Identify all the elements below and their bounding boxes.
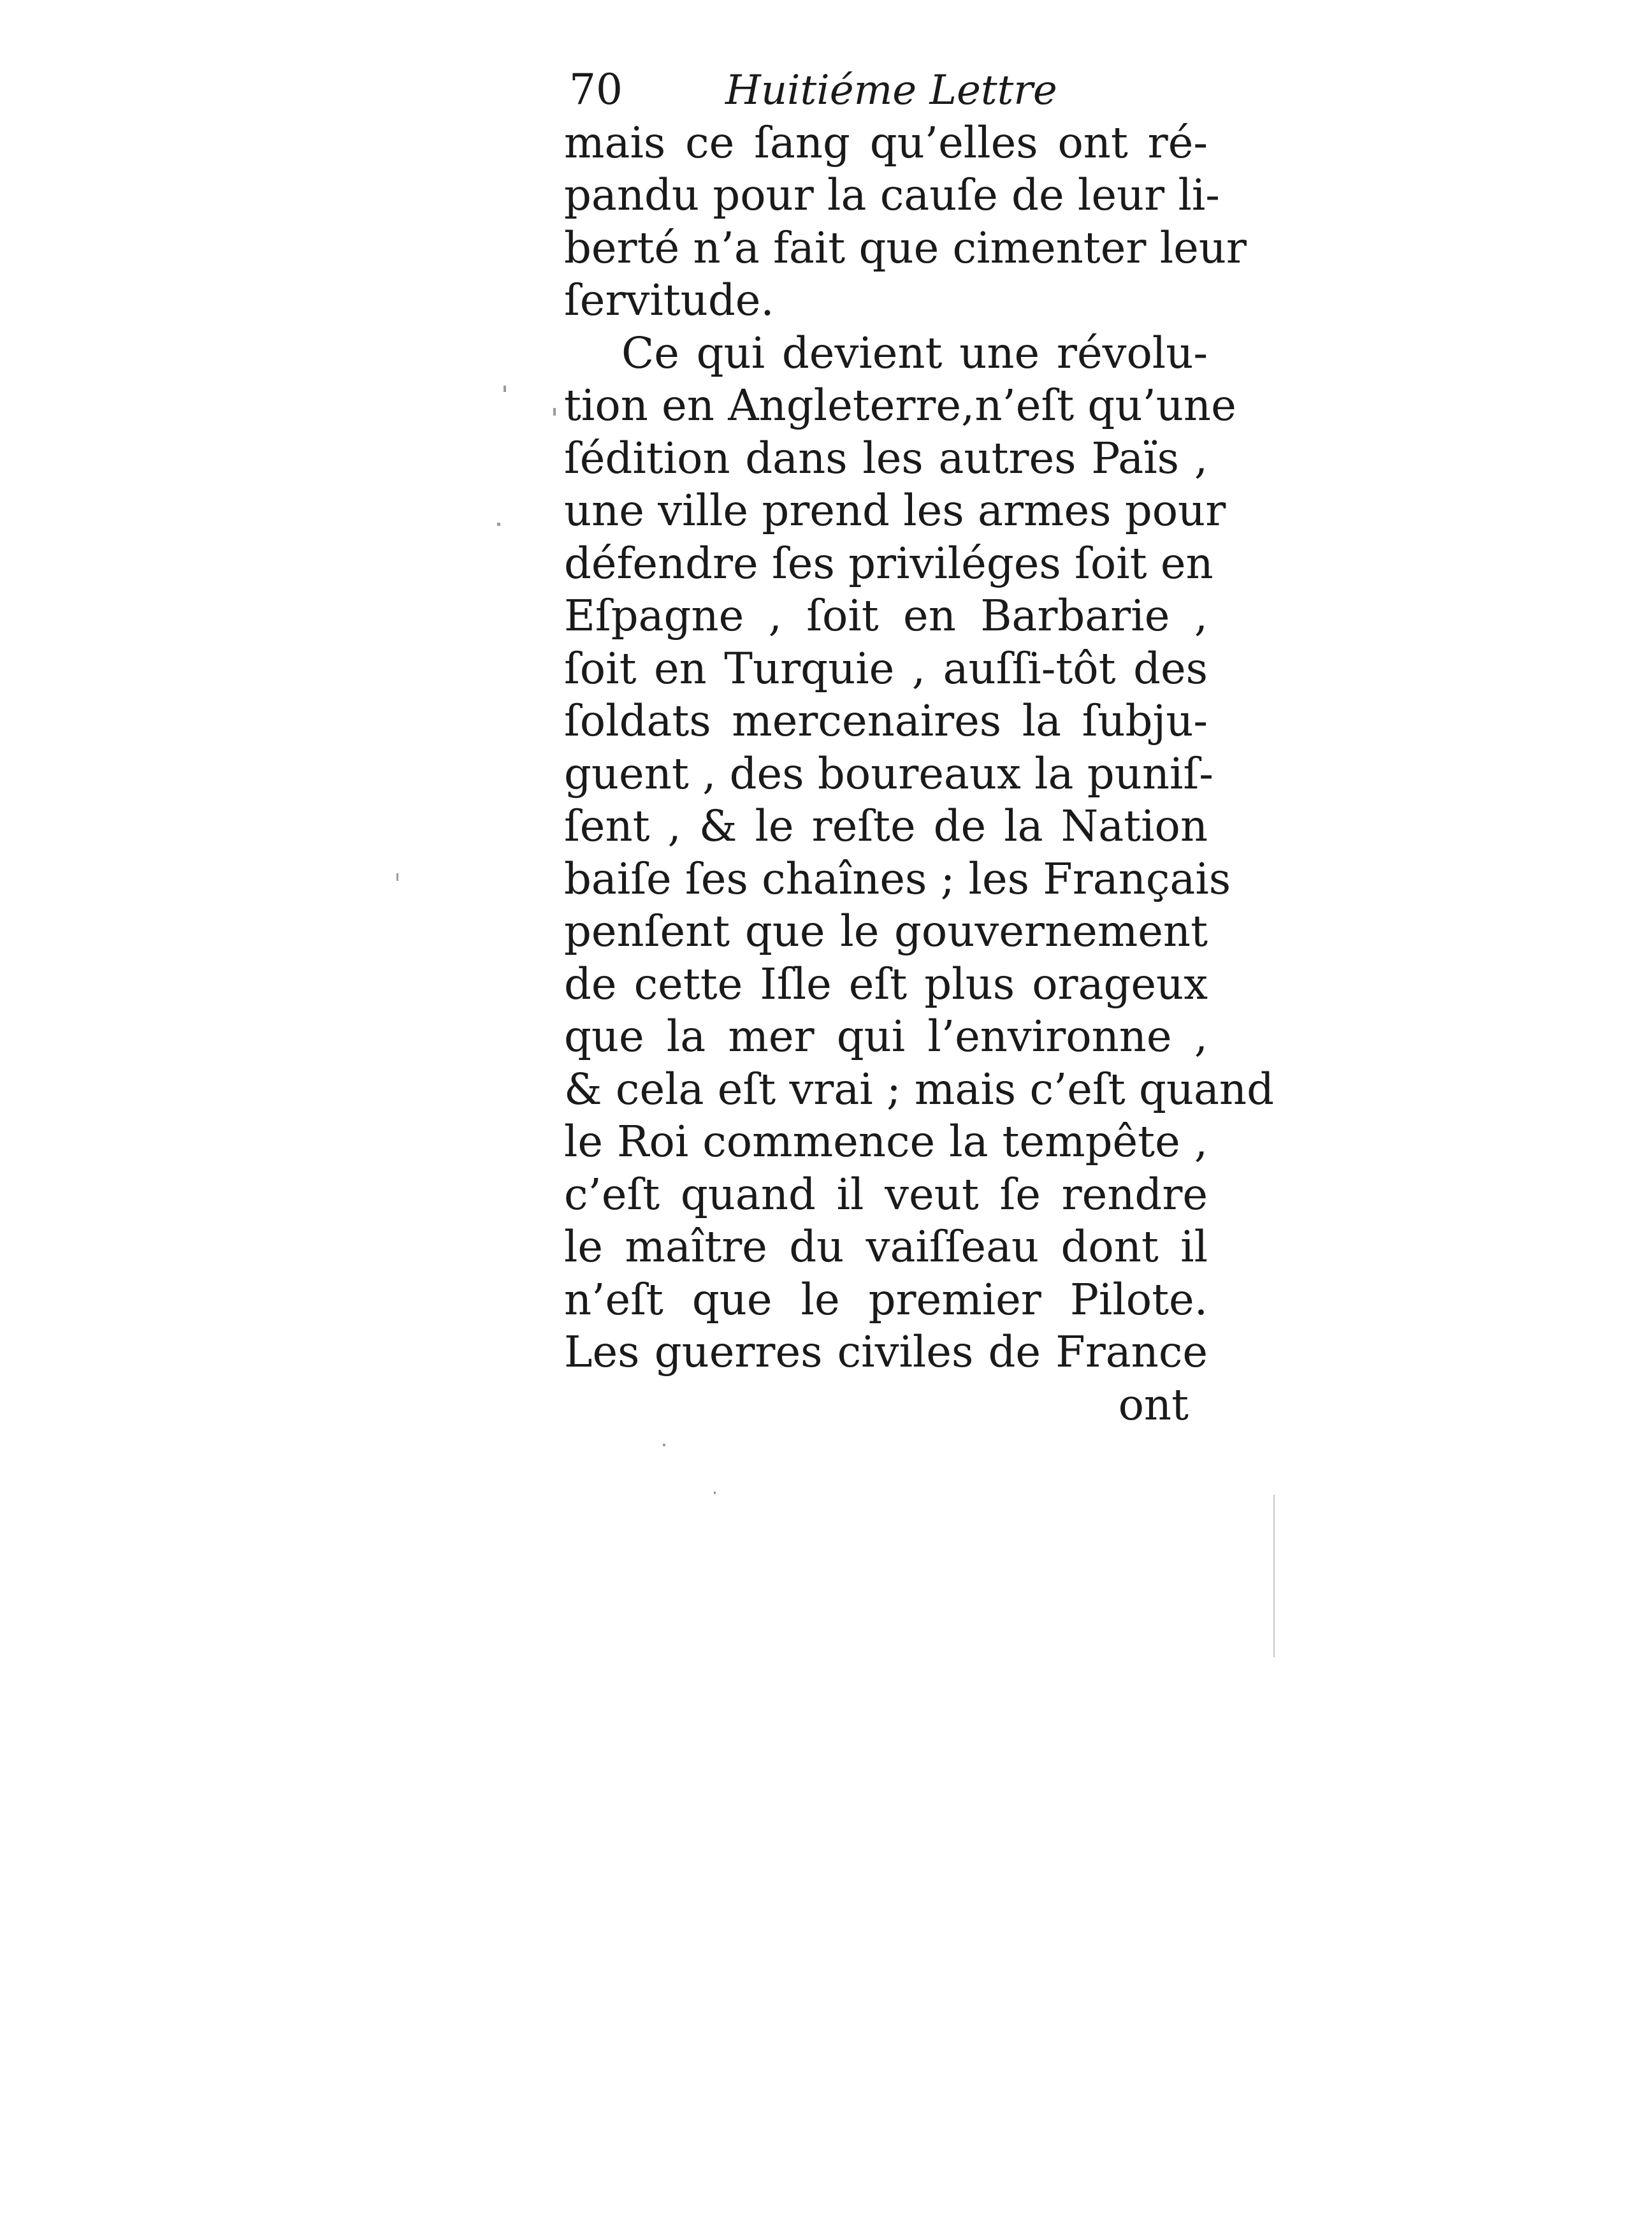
text-line: Ce qui devient une révolu- xyxy=(621,328,1208,378)
text-line: & cela eſt vrai ; mais c’eſt quand xyxy=(564,1064,1274,1114)
text-line: Les guerres civiles de France xyxy=(564,1327,1208,1377)
text-line: berté n’a fait que cimenter leur xyxy=(564,222,1247,273)
text-line: que la mer qui l’environne , xyxy=(564,1012,1208,1061)
text-line: Eſpagne , ſoit en Barbarie , xyxy=(564,591,1208,641)
running-title: Huitiéme Lettre xyxy=(725,67,1057,114)
text-line: guent , des boureaux la puniſ- xyxy=(564,748,1214,799)
text-line: ſoit en Turquie , auſſi-tôt des xyxy=(564,643,1208,693)
text-block xyxy=(564,64,1274,1431)
text-line: ſédition dans les autres Païs , xyxy=(564,433,1208,483)
text-line: le Roi commence la tempête , xyxy=(564,1117,1208,1166)
text-line: penſent que le gouvernement xyxy=(564,906,1208,956)
text-line: mais ce ſang qu’elles ont ré- xyxy=(564,117,1208,168)
text-line: tion en Angleterre,n’eſt qu’une xyxy=(564,381,1236,430)
text-line: n’eſt que le premier Pilote. xyxy=(564,1274,1208,1325)
text-line: ſent , & le reſte de la Nation xyxy=(564,801,1208,851)
page-number: 70 xyxy=(569,65,623,114)
text-line: une ville prend les armes pour xyxy=(564,486,1226,535)
text-line: c’eſt quand il veut ſe rendre xyxy=(564,1169,1208,1219)
text-line: défendre ſes priviléges ſoit en xyxy=(564,538,1214,588)
scan-speck xyxy=(504,386,506,392)
text-line: de cette Iſle eſt plus orageux xyxy=(564,959,1208,1009)
scan-speck xyxy=(714,1492,716,1494)
scan-speck xyxy=(663,1444,665,1446)
scan-speck xyxy=(553,408,556,416)
running-head xyxy=(564,64,1208,117)
text-line: ſoldats mercenaires la ſubju- xyxy=(564,696,1208,746)
catchword: ont xyxy=(1118,1379,1189,1430)
text-line: ſervitude. xyxy=(564,275,774,325)
text-line: pandu pour la cauſe de leur li- xyxy=(564,170,1220,220)
scan-margin-line xyxy=(1273,1495,1275,1657)
scan-speck xyxy=(396,873,398,881)
scan-speck xyxy=(497,523,500,526)
text-line: le maître du vaiſſeau dont il xyxy=(564,1222,1208,1272)
text-line: baiſe ſes chaînes ; les Français xyxy=(564,853,1231,904)
